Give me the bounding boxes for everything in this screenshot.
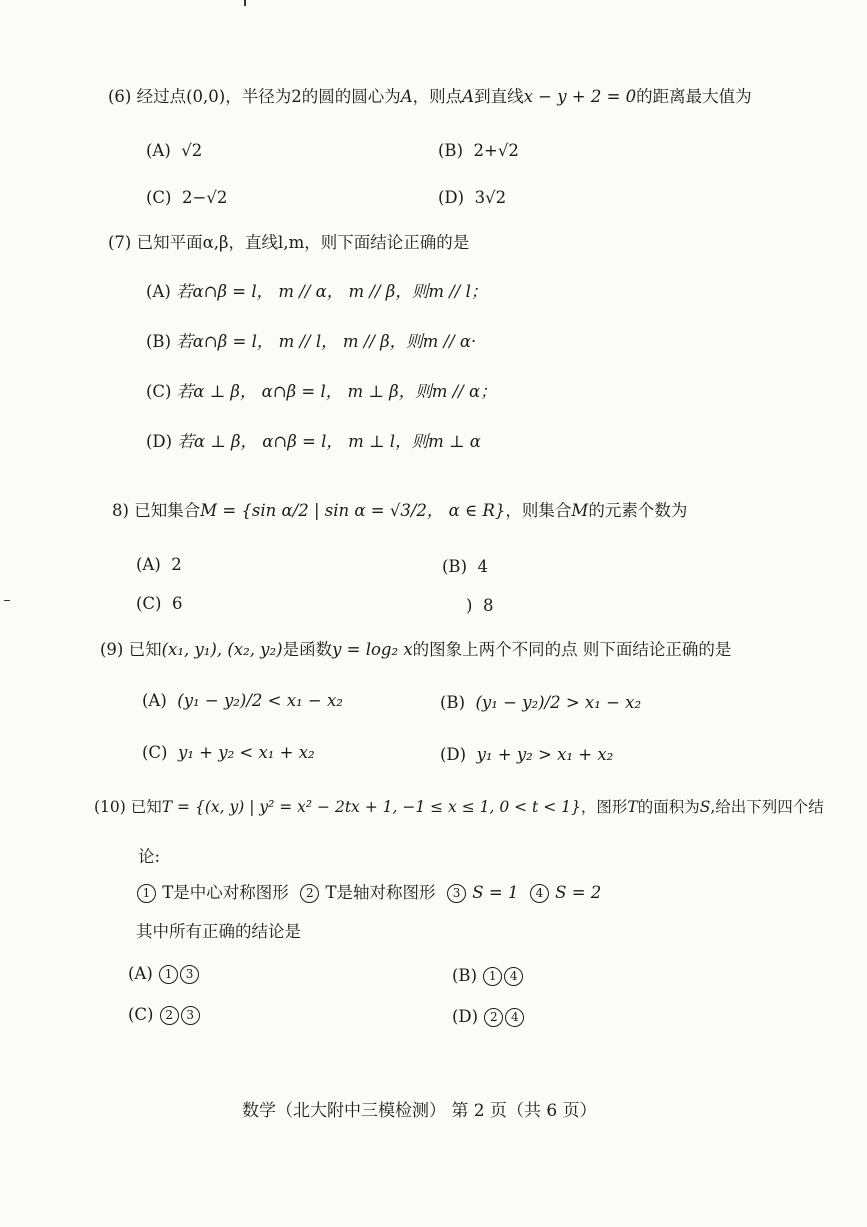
q7-option-a — [146, 281, 487, 303]
q10-figure-t: T — [627, 798, 638, 816]
option-text: (y₁ − y₂)/2 > x₁ − x₂ — [475, 693, 642, 712]
q10-number: (10) — [94, 798, 126, 816]
q6-text-d: 到直线 — [474, 87, 524, 106]
option-label: (A) — [146, 282, 171, 301]
q9-stem — [100, 639, 731, 661]
circled-number: 4 — [504, 967, 523, 986]
q9-option-b — [440, 692, 641, 714]
q6-option-a — [146, 140, 202, 162]
q7-option-b — [146, 331, 476, 353]
q10-prompt-text: 其中所有正确的结论是 — [136, 922, 301, 941]
option-text: 若α∩β = l， m // l， m // β，则m // α· — [176, 332, 477, 351]
scan-mark — [244, 0, 246, 6]
option-label: ) — [466, 596, 473, 615]
q7-stem — [108, 232, 469, 254]
q10-stem-cont — [138, 846, 160, 868]
circled-number: 1 — [137, 884, 156, 903]
q10-prompt — [136, 921, 301, 943]
q6-center-a-2: A — [462, 87, 475, 106]
q6-option-d — [438, 187, 506, 209]
option-text: 3√2 — [474, 188, 507, 207]
option-label: (D) — [438, 188, 465, 207]
option-text: 若α ⊥ β， α∩β = l， m ⊥ l，则m ⊥ α — [177, 432, 481, 451]
q7-option-d — [146, 431, 481, 453]
option-text: 2+√2 — [473, 141, 519, 160]
q9-text-b: 是函数 — [282, 640, 333, 659]
q8-text-c: 的元素个数为 — [588, 501, 688, 520]
q6-text-c: ，则点 — [412, 87, 463, 106]
option-text: y₁ + y₂ < x₁ + x₂ — [178, 743, 315, 762]
circled-number: 1 — [483, 967, 502, 986]
q6-line-eq: x − y + 2 = 0 — [523, 87, 637, 106]
q9-function: y = log₂ x — [332, 640, 413, 659]
q7-number: (7) — [108, 233, 132, 252]
option-text: 6 — [172, 594, 183, 613]
scan-mark — [4, 600, 10, 601]
q10-option-b — [452, 965, 524, 987]
q10-text-b: ，图形 — [580, 798, 628, 816]
q8-set-m: M — [571, 501, 589, 520]
option-text: 2 — [171, 555, 182, 574]
q8-stem — [112, 500, 687, 522]
option-label: (B) — [442, 557, 467, 576]
q9-points: (x₁, y₁), (x₂, y₂) — [161, 640, 283, 659]
q10-set: T = {(x, y) | y² = x² − 2tx + 1, −1 ≤ x ≤ 1, 0 < t < 1} — [161, 798, 581, 816]
option-label: (C) — [146, 382, 172, 401]
q8-set: M = {sin α/2 | sin α = √3/2， α ∈ R} — [200, 501, 506, 520]
q8-number: 8) — [112, 501, 129, 520]
q10-text-e: 论: — [138, 847, 161, 866]
q6-text-e: 的距离最大值为 — [636, 87, 752, 106]
q8-option-b — [442, 556, 488, 578]
option-text: √2 — [181, 141, 203, 160]
option-text: (y₁ − y₂)/2 < x₁ − x₂ — [177, 691, 343, 710]
q9-number: (9) — [100, 640, 124, 659]
q8-option-d — [466, 595, 493, 617]
option-label: (D) — [146, 432, 173, 451]
q9-text-a: 已知 — [128, 640, 162, 659]
q6-number: (6) — [108, 87, 132, 106]
option-text: 若α ⊥ β， α∩β = l， m ⊥ β，则m // α； — [176, 382, 497, 401]
option-label: (A) — [128, 964, 153, 983]
q10-text-d: ,给出下列四个结 — [710, 798, 824, 816]
q10-conclusions — [136, 882, 601, 904]
q10-text-a: 已知 — [130, 798, 162, 816]
option-text: y₁ + y₂ > x₁ + x₂ — [476, 745, 614, 764]
option-label: (A) — [142, 691, 167, 710]
q7-option-c — [146, 381, 497, 403]
option-label: (D) — [452, 1007, 479, 1026]
q6-option-c — [146, 187, 227, 209]
q10-area-s: S — [699, 798, 711, 816]
q6-point: (0,0) — [186, 87, 226, 106]
circled-number: 2 — [484, 1008, 503, 1027]
page-footer: 数学（北大附中三模检测） 第 2 页（共 6 页） — [242, 1101, 597, 1121]
option-label: (B) — [440, 693, 465, 712]
option-label: (D) — [440, 745, 467, 764]
conclusion-text: S = 2 — [555, 883, 602, 902]
option-label: (C) — [128, 1005, 154, 1024]
q6-option-b — [438, 140, 519, 162]
q8-option-a — [136, 554, 182, 576]
option-label: (B) — [438, 141, 463, 160]
circled-number: 3 — [447, 884, 466, 903]
option-text: 若α∩β = l， m // α， m // β，则m // l； — [176, 282, 488, 301]
circled-number: 2 — [160, 1006, 179, 1025]
option-label: (B) — [452, 966, 477, 985]
q7-text: 已知平面α,β，直线l,m，则下面结论正确的是 — [136, 233, 470, 252]
option-label: (A) — [146, 141, 171, 160]
q10-option-d — [452, 1006, 525, 1028]
q9-option-c — [142, 742, 315, 764]
conclusion-text: S = 1 — [472, 883, 519, 902]
conclusion-text: T是中心对称图形 — [162, 883, 289, 902]
q6-center-a: A — [400, 87, 413, 106]
q8-text-b: ，则集合 — [505, 501, 572, 520]
circled-number: 3 — [181, 1006, 200, 1025]
conclusion-text: T是轴对称图形 — [325, 883, 436, 902]
option-label: (C) — [142, 743, 168, 762]
q10-option-a — [128, 963, 200, 985]
q10-stem — [94, 796, 824, 818]
option-label: (C) — [146, 188, 172, 207]
option-text: 2−√2 — [182, 188, 228, 207]
q8-text-a: 已知集合 — [134, 501, 201, 520]
option-text: 4 — [477, 557, 488, 576]
q6-text-b: ，半径为2的圆的圆心为 — [225, 87, 401, 106]
q10-text-c: 的面积为 — [637, 798, 700, 816]
circled-number: 4 — [530, 884, 549, 903]
q6-text-a: 经过点 — [136, 87, 187, 106]
circled-number: 4 — [505, 1008, 524, 1027]
option-label: (A) — [136, 555, 161, 574]
q9-option-d — [440, 744, 613, 766]
circled-number: 1 — [159, 965, 178, 984]
option-label: (C) — [136, 594, 162, 613]
option-label: (B) — [146, 332, 171, 351]
q6-stem — [108, 86, 752, 108]
q9-option-a — [142, 690, 343, 712]
circled-number: 3 — [180, 965, 199, 984]
q9-text-c: 的图象上两个不同的点 则下面结论正确的是 — [412, 640, 732, 659]
option-text: 8 — [482, 596, 494, 615]
circled-number: 2 — [300, 884, 319, 903]
q8-option-c — [136, 593, 183, 615]
q10-option-c — [128, 1004, 201, 1026]
